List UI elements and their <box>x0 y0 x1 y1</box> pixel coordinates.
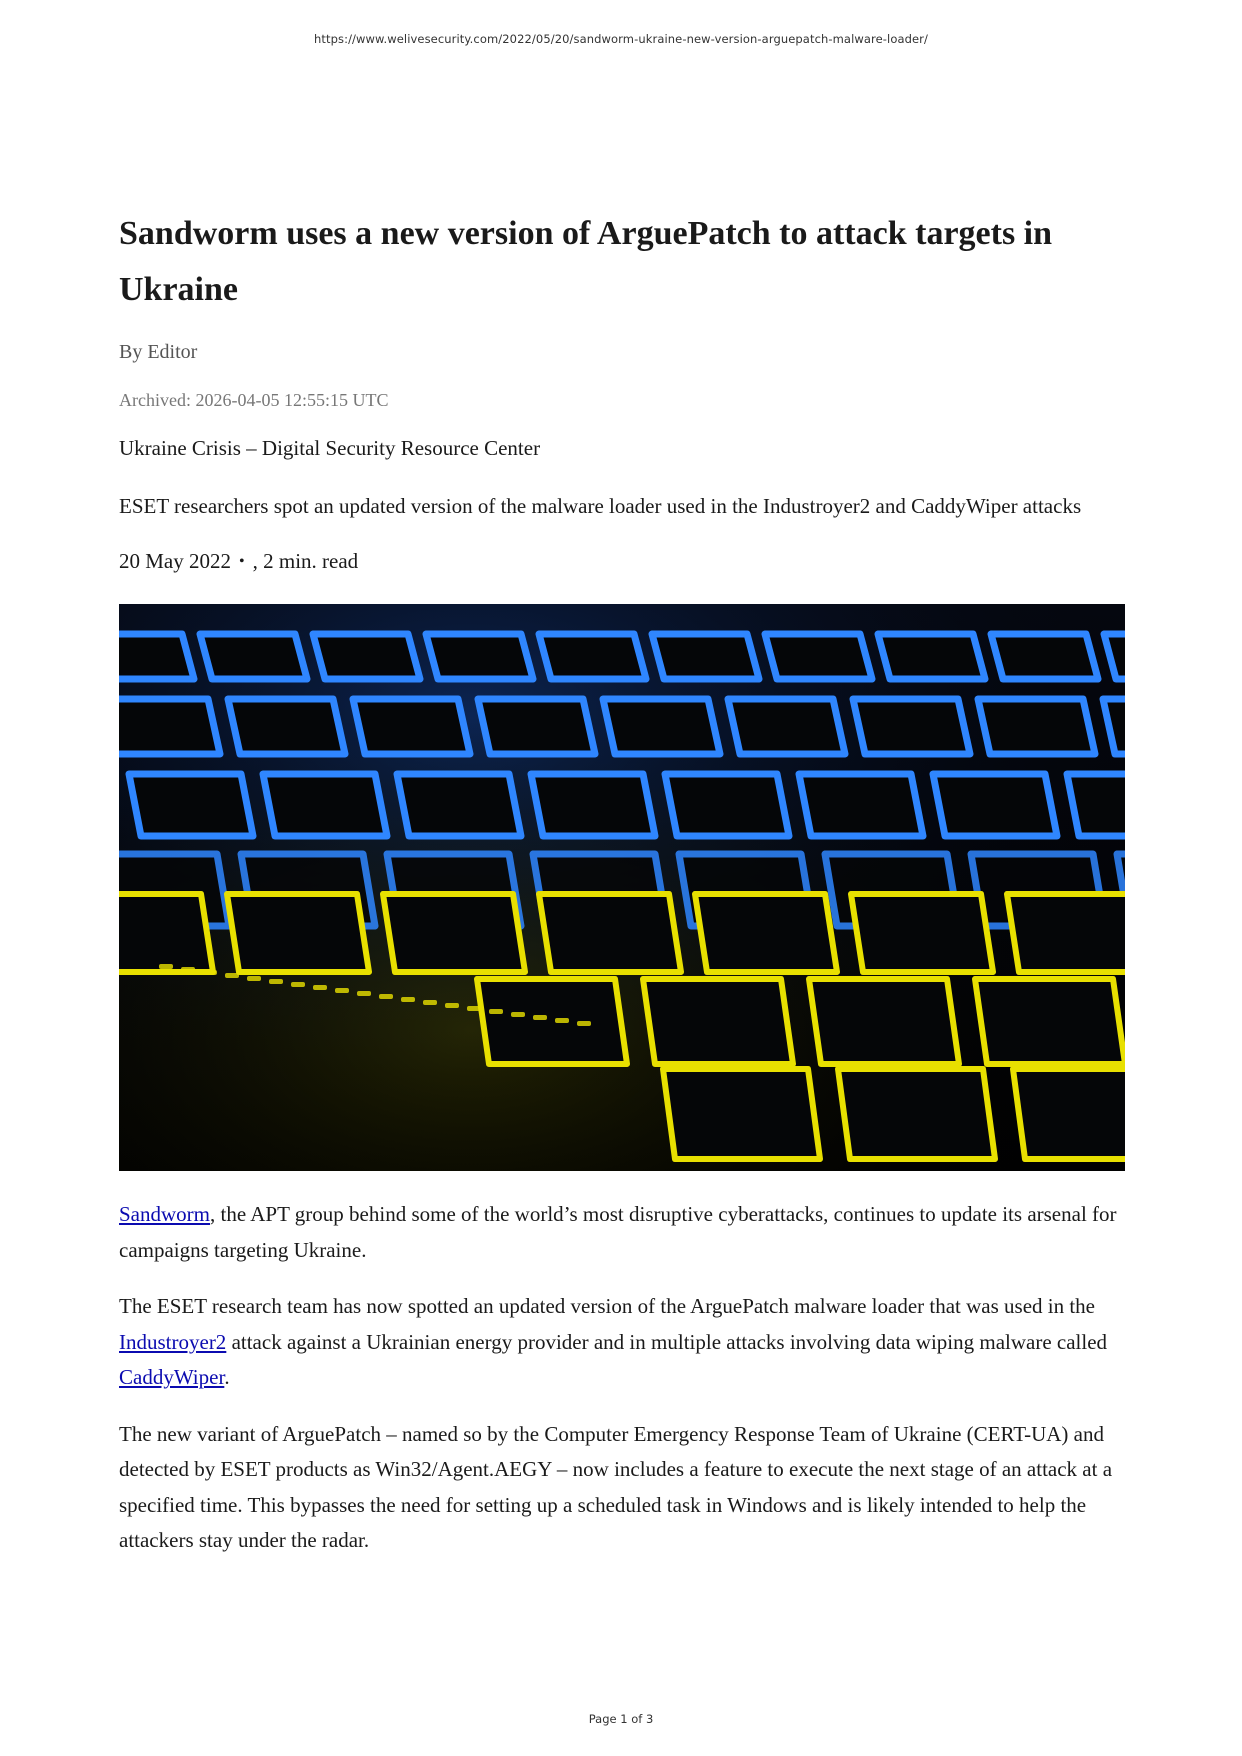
article-title: Sandworm uses a new version of ArguePatch to attack targets in Ukraine <box>119 215 1053 308</box>
keyboard-edge-light <box>489 1009 503 1014</box>
keyboard-edge-light <box>533 1015 547 1020</box>
keyboard-edge-light <box>181 967 195 972</box>
keyboard-key <box>878 634 985 679</box>
keyboard-key <box>228 699 345 754</box>
keyboard-edge-light <box>269 979 283 984</box>
keyboard-key <box>851 894 993 972</box>
sandworm-link[interactable]: Sandworm <box>119 1202 210 1226</box>
keyboard-edge-light <box>511 1012 525 1017</box>
keyboard-key <box>477 979 627 1064</box>
page-number: Page 1 of 3 <box>588 1712 654 1726</box>
keyboard-key <box>478 699 595 754</box>
keyboard-key <box>975 979 1125 1064</box>
keyboard-key <box>119 894 213 972</box>
keyboard-key <box>200 634 307 679</box>
paragraph-2-text-b: attack against a Ukrainian energy provider and in multiple attacks involving data wiping malware called <box>226 1329 1108 1354</box>
keyboard-edge-light <box>445 1003 459 1008</box>
read-time: , 2 min. read <box>252 549 359 573</box>
keyboard-key <box>809 979 959 1064</box>
keyboard-key <box>838 1069 995 1159</box>
caddywiper-link[interactable]: CaddyWiper <box>119 1365 225 1389</box>
keyboard-edge-light <box>313 985 327 990</box>
paragraph-2-text-a: The ESET research team has now spotted an updated version of the ArguePatch malware loader that was used in the <box>119 1294 1096 1318</box>
keyboard-key <box>643 979 793 1064</box>
keyboard-key <box>313 634 420 679</box>
keyboard-key <box>853 699 970 754</box>
keyboard-key <box>652 634 759 679</box>
keyboard-key <box>1067 774 1125 836</box>
paragraph-1 <box>119 1197 1125 1268</box>
keyboard-key <box>227 894 369 972</box>
keyboard-key <box>263 774 387 836</box>
paragraph-2-text-c: . <box>224 1365 230 1389</box>
paragraph-2 <box>119 1289 1125 1396</box>
keyboard-edge-light <box>203 970 217 975</box>
keyboard-key <box>933 774 1057 836</box>
keyboard-edge-light <box>555 1018 569 1023</box>
keyboard-key <box>397 774 521 836</box>
keyboard-key <box>1013 1069 1125 1159</box>
keyboard-key <box>665 774 789 836</box>
keyboard-key <box>799 774 923 836</box>
keyboard-key <box>991 634 1098 679</box>
keyboard-key <box>119 634 194 679</box>
keyboard-edge-light <box>423 1000 437 1005</box>
keyboard-key <box>539 894 681 972</box>
page-url: https://www.welivesecurity.com/2022/05/20/sandworm-ukraine-new-version-arguepatch-malware-loader/ <box>314 32 928 46</box>
publish-date: 20 May 2022 <box>119 549 231 573</box>
keyboard-edge-light <box>225 973 239 978</box>
keyboard-edge-light <box>467 1006 481 1011</box>
keyboard-key <box>383 894 525 972</box>
industroyer2-link[interactable]: Industroyer2 <box>119 1329 227 1354</box>
paragraph-1-text: , the APT group behind some of the world’s most disruptive cyberattacks, continues to update its arsenal for campaigns targeting Ukraine. <box>119 1202 1117 1262</box>
paragraph-3: The new variant of ArguePatch – named so by the Computer Emergency Response Team of Ukraine (CERT-UA) and detected by ESET products as Win32/Agent.AEGY – now includes a feature to execute the next stage of an attack at a specified time. This bypasses the need for setting up a scheduled task in Windows and is likely intended to help the attackers stay under the radar. <box>119 1421 1113 1552</box>
keyboard-key <box>119 699 220 754</box>
section-label: Ukraine Crisis – Digital Security Resource Center <box>119 436 541 460</box>
keyboard-key <box>663 1069 820 1159</box>
byline: By Editor <box>119 341 198 363</box>
keyboard-edge-light <box>247 976 261 981</box>
keyboard-key <box>978 699 1095 754</box>
keyboard-edge-light <box>291 982 305 987</box>
bullet-separator: • <box>239 553 245 570</box>
keyboard-edge-light <box>577 1021 591 1026</box>
article-subtitle: ESET researchers spot an updated version of the malware loader used in the Industroyer2 and CaddyWiper attacks <box>119 494 1082 518</box>
keyboard-key <box>1007 894 1125 972</box>
keyboard-key <box>539 634 646 679</box>
keyboard-edge-light <box>159 964 173 969</box>
keyboard-key <box>426 634 533 679</box>
archived-timestamp: Archived: 2026-04-05 12:55:15 UTC <box>119 390 389 410</box>
hero-image <box>119 604 1125 1171</box>
keyboard-key <box>603 699 720 754</box>
keyboard-key <box>129 774 253 836</box>
keyboard-edge-light <box>357 991 371 996</box>
keyboard-key <box>765 634 872 679</box>
keyboard-key <box>353 699 470 754</box>
keyboard-key <box>531 774 655 836</box>
article <box>119 206 1125 1559</box>
keyboard-key <box>728 699 845 754</box>
keyboard-edge-light <box>401 997 415 1002</box>
article-meta <box>119 548 1125 575</box>
keyboard-edge-light <box>335 988 349 993</box>
keyboard-key <box>695 894 837 972</box>
keyboard-edge-light <box>379 994 393 999</box>
